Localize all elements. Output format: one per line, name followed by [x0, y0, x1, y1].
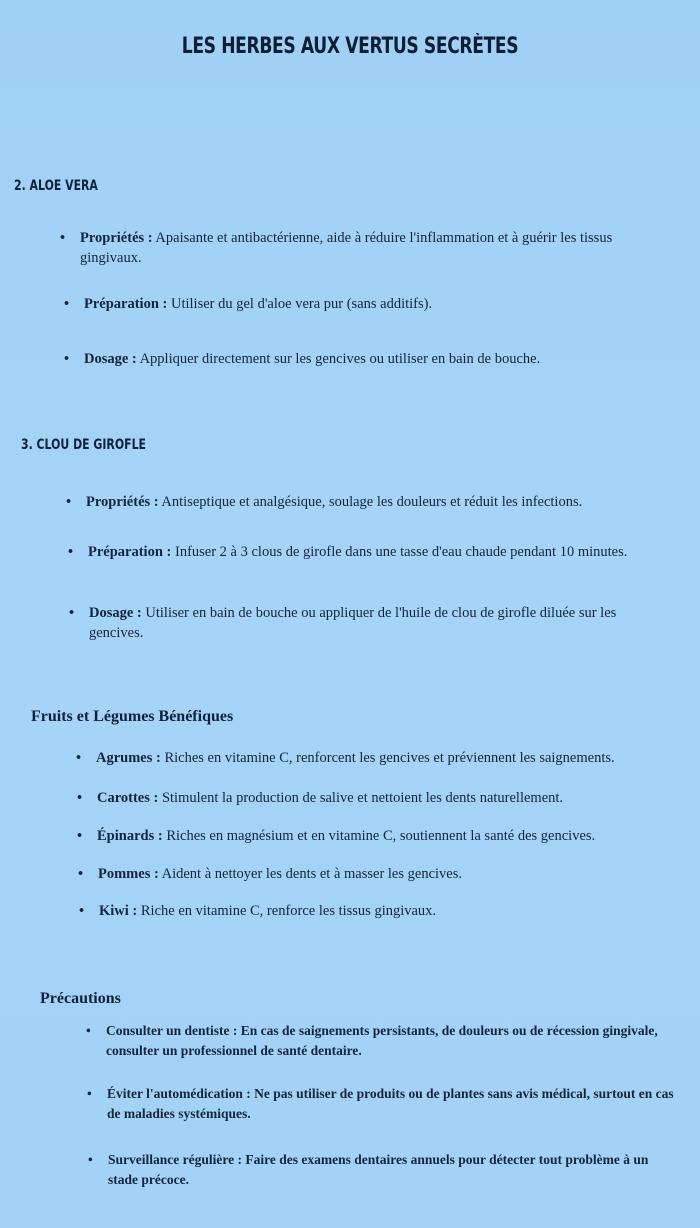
list-item: • Éviter l'automédication : Ne pas utiliser de produits ou de plantes sans avis médical, surtout en cas de maladies systémiques.	[87, 1086, 674, 1121]
bullet-icon: •	[68, 544, 74, 560]
section-heading-clou-de-girofle: 3. CLOU DE GIROFLE	[21, 437, 147, 453]
bullet-icon: •	[87, 1086, 92, 1101]
section-heading-fruits-legumes: Fruits et Légumes Bénéfiques	[31, 708, 234, 725]
list-item: • Dosage : Appliquer directement sur les gencives ou utiliser en bain de bouche.	[64, 351, 541, 367]
section-heading-aloe-vera: 2. ALOE VERA	[14, 178, 98, 194]
section-heading-precautions: Précautions	[40, 990, 121, 1007]
bullet-icon: •	[76, 750, 82, 766]
bullet-icon: •	[77, 828, 83, 844]
list-item: • Épinards : Riches en magnésium et en vitamine C, soutiennent la santé des gencives.	[77, 828, 596, 844]
bullet-icon: •	[60, 230, 66, 246]
bullet-icon: •	[64, 351, 70, 367]
list-item: • Dosage : Utiliser en bain de bouche ou appliquer de l'huile de clou de girofle diluée sur les gencives.	[69, 605, 617, 641]
bullet-icon: •	[69, 605, 75, 621]
list-item: • Consulter un dentiste : En cas de saignements persistants, de douleurs ou de récession gingivale, consulter un professionnel de santé dentaire.	[86, 1023, 658, 1058]
list-item: • Surveillance régulière : Faire des examens dentaires annuels pour détecter tout problème à un stade précoce.	[88, 1152, 649, 1187]
bullet-icon: •	[88, 1152, 93, 1167]
list-item: • Propriétés : Apaisante et antibactérienne, aide à réduire l'inflammation et à guérir les tissus gingivaux.	[60, 230, 613, 266]
list-item: • Propriétés : Antiseptique et analgésique, soulage les douleurs et réduit les infections.	[66, 494, 583, 510]
bullet-icon: •	[77, 790, 83, 806]
bullet-icon: •	[64, 296, 70, 312]
bullet-icon: •	[78, 866, 84, 882]
list-item: • Préparation : Infuser 2 à 3 clous de girofle dans une tasse d'eau chaude pendant 10 minutes.	[68, 544, 628, 560]
list-item: • Préparation : Utiliser du gel d'aloe vera pur (sans additifs).	[64, 296, 433, 312]
list-item: • Kiwi : Riche en vitamine C, renforce les tissus gingivaux.	[79, 903, 437, 919]
bullet-icon: •	[66, 494, 72, 510]
bullet-icon: •	[86, 1023, 91, 1038]
list-item: • Carottes : Stimulent la production de salive et nettoient les dents naturellement.	[77, 790, 564, 806]
list-item: • Pommes : Aident à nettoyer les dents et à masser les gencives.	[78, 866, 462, 882]
list-item: • Agrumes : Riches en vitamine C, renforcent les gencives et préviennent les saignements.	[76, 750, 615, 766]
bullet-icon: •	[79, 903, 85, 919]
page-title: LES HERBES AUX VERTUS SECRÈTES	[181, 34, 519, 59]
